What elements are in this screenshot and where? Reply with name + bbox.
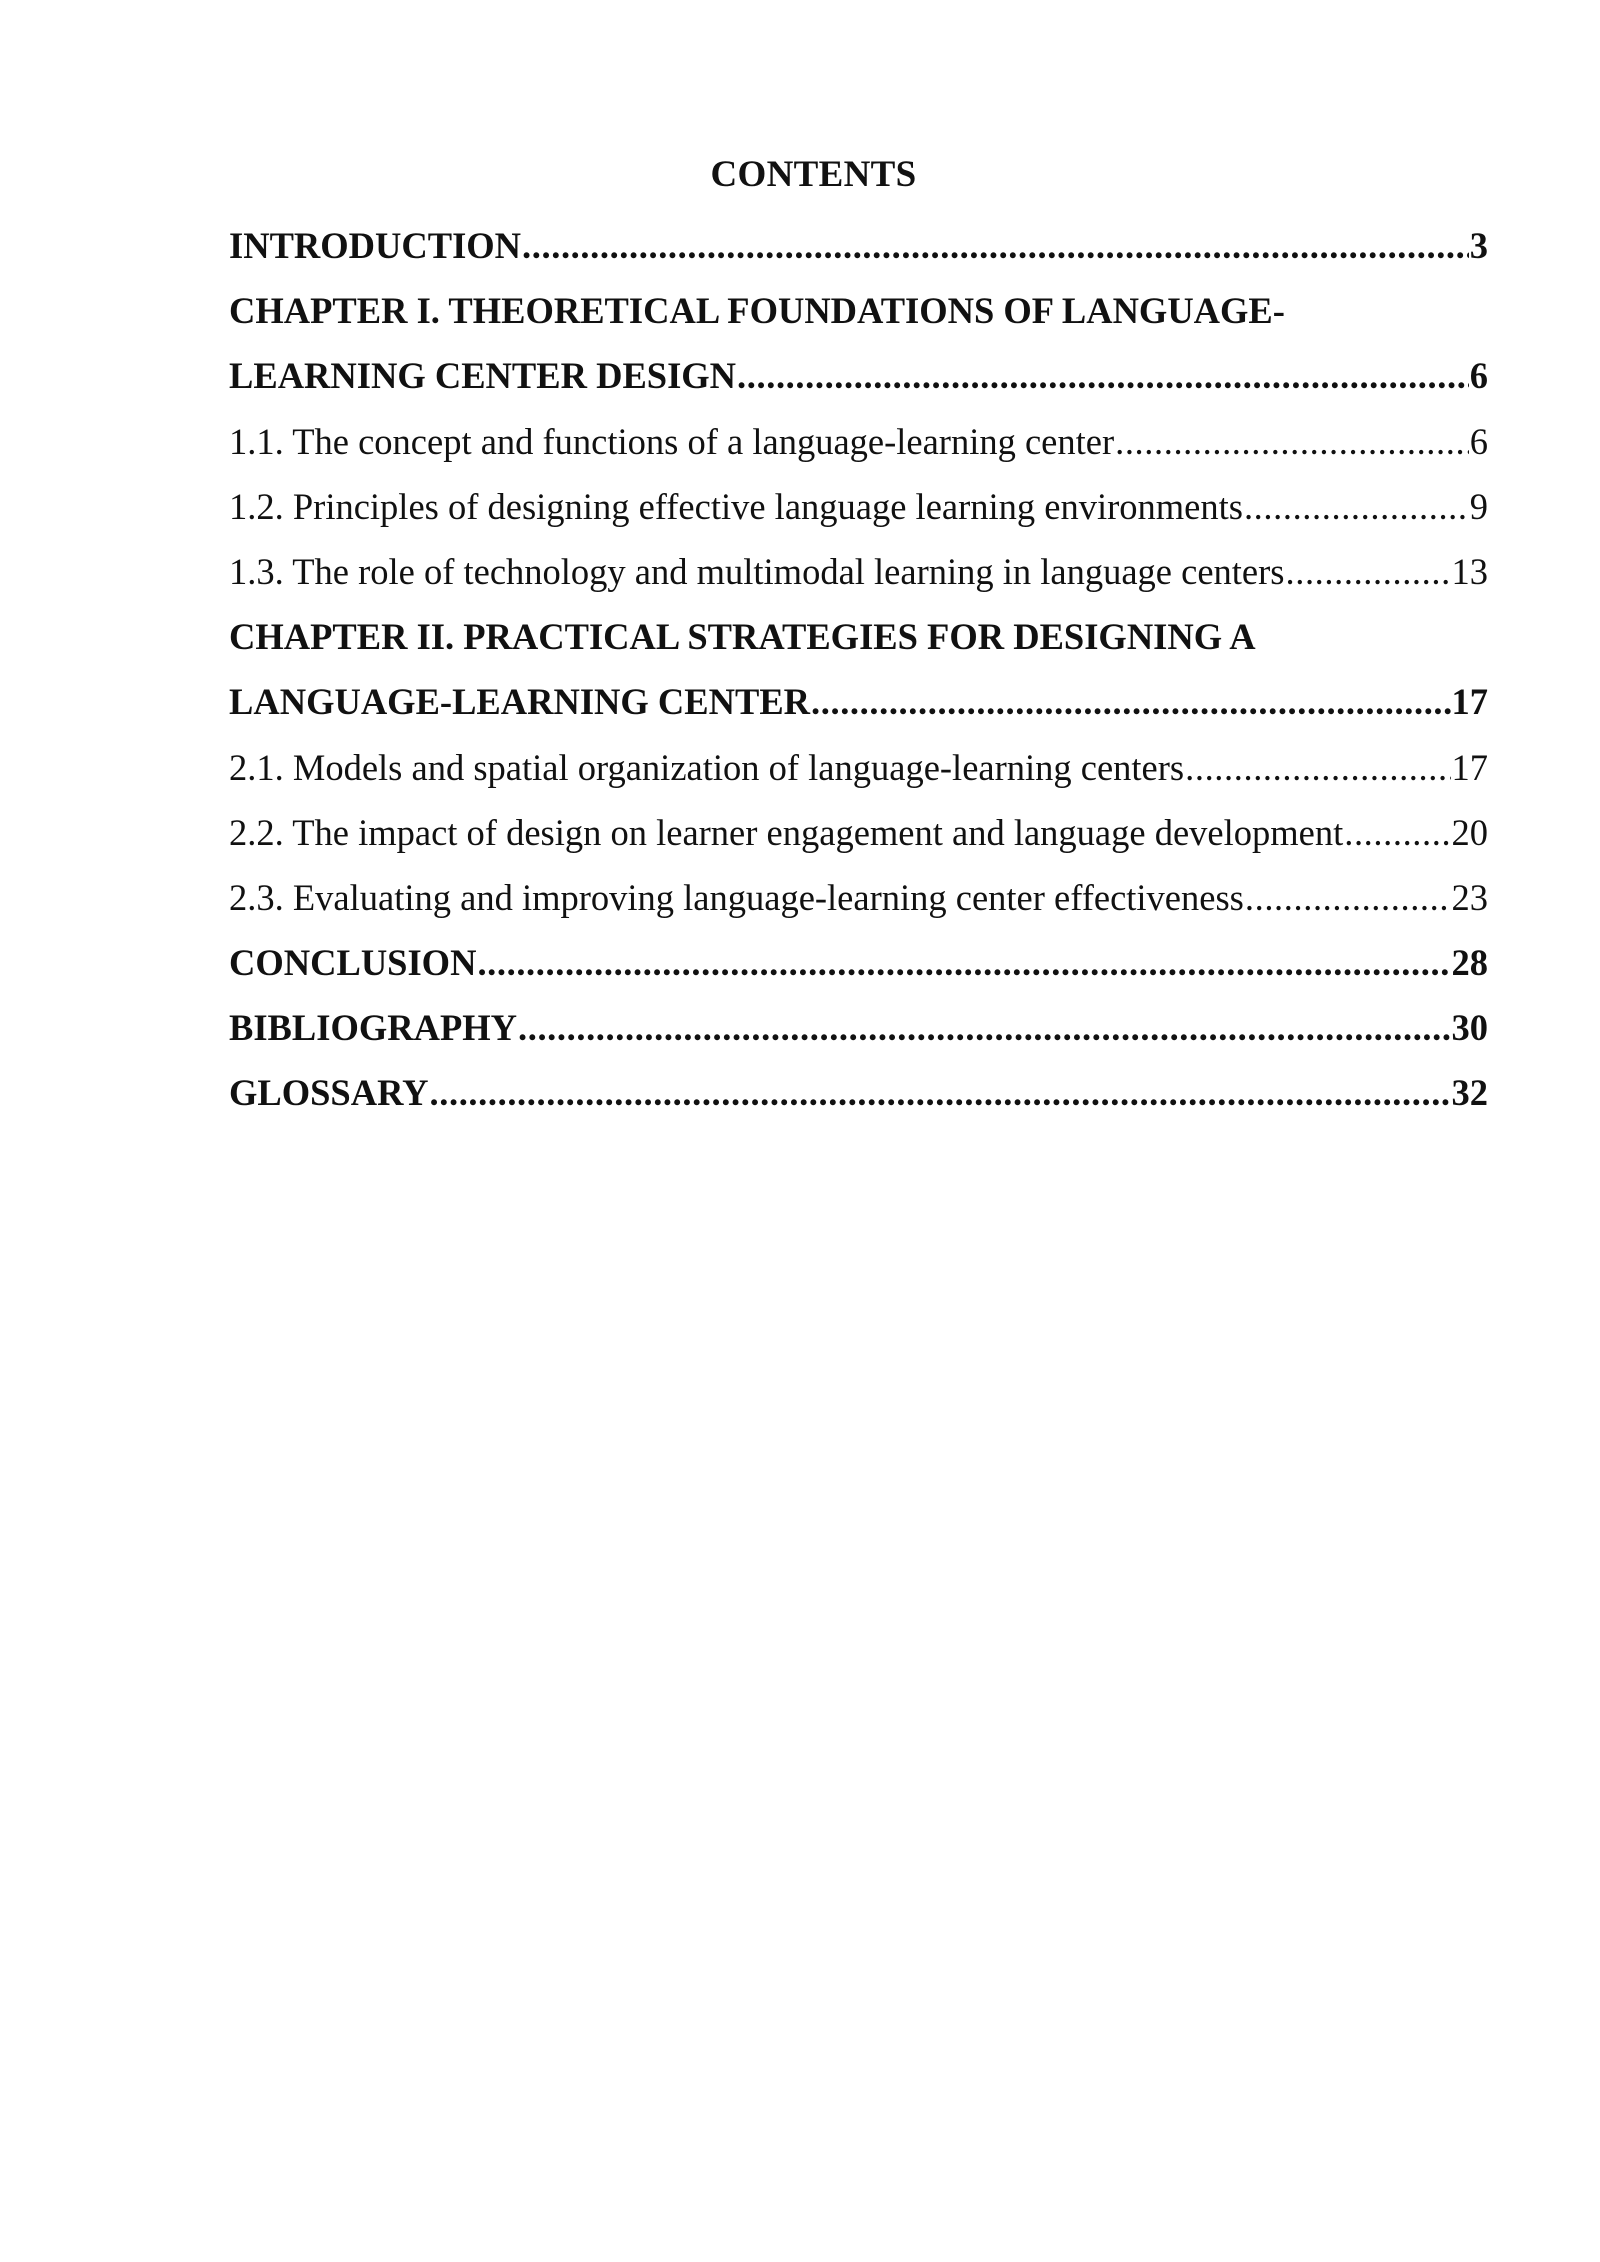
dot-leader	[477, 930, 1450, 995]
toc-entry-1-1[interactable]	[229, 409, 1488, 474]
toc-entry-1-3[interactable]	[229, 539, 1488, 604]
toc-entry-label: GLOSSARY	[229, 1072, 429, 1114]
toc-entry-label: 2.2. The impact of design on learner engagement and language development	[229, 811, 1344, 853]
toc-entry-label: 1.1. The concept and functions of a language-learning center	[229, 420, 1115, 462]
toc-entry-label: 2.1. Models and spatial organization of language-learning centers	[229, 746, 1185, 788]
toc-page-number: 28	[1451, 942, 1488, 984]
toc-entry-label: 1.2. Principles of designing effective language learning environments	[229, 485, 1243, 527]
toc-entry-label: LANGUAGE-LEARNING CENTER	[229, 681, 811, 723]
toc-entry-label: 2.3. Evaluating and improving language-learning center effectiveness	[229, 876, 1244, 918]
toc-entry-2-3[interactable]	[229, 865, 1488, 930]
toc-entry-chapter-2-heading[interactable]	[229, 604, 1488, 669]
table-of-contents	[229, 213, 1488, 1126]
toc-page-number: 17	[1451, 746, 1488, 788]
dot-leader	[1286, 539, 1451, 604]
toc-entry-label: LEARNING CENTER DESIGN	[229, 355, 737, 397]
dot-leader	[1115, 409, 1469, 474]
toc-entry-bibliography[interactable]	[229, 995, 1488, 1060]
toc-entry-label: BIBLIOGRAPHY	[229, 1007, 517, 1049]
toc-entry-chapter-1[interactable]	[229, 343, 1488, 408]
toc-entry-2-2[interactable]	[229, 800, 1488, 865]
toc-entry-chapter-1-heading[interactable]	[229, 278, 1488, 343]
page-title: CONTENTS	[710, 154, 917, 195]
dot-leader	[522, 213, 1469, 278]
dot-leader	[518, 995, 1451, 1060]
toc-entry-glossary[interactable]	[229, 1060, 1488, 1125]
dot-leader	[811, 669, 1450, 734]
dot-leader	[737, 343, 1469, 408]
dot-leader	[1344, 800, 1450, 865]
toc-entry-2-1[interactable]	[229, 735, 1488, 800]
toc-entry-label-line1: CHAPTER I. THEORETICAL FOUNDATIONS OF LANGUAGE-	[229, 290, 1285, 332]
dot-leader	[430, 1060, 1451, 1125]
toc-entry-label: INTRODUCTION	[229, 225, 522, 266]
toc-page-number: 3	[1469, 225, 1488, 266]
toc-page-number: 13	[1451, 550, 1488, 592]
toc-page-number: 30	[1451, 1007, 1488, 1049]
toc-page-number: 6	[1469, 420, 1488, 462]
toc-entry-label-line1: CHAPTER II. PRACTICAL STRATEGIES FOR DESIGNING A	[229, 616, 1256, 658]
dot-leader	[1185, 735, 1450, 800]
dot-leader	[1245, 865, 1451, 930]
toc-page-number: 23	[1451, 876, 1488, 918]
toc-page-number: 17	[1451, 681, 1488, 723]
toc-page-number: 32	[1451, 1072, 1488, 1114]
toc-entry-chapter-2[interactable]	[229, 669, 1488, 734]
dot-leader	[1244, 474, 1469, 539]
toc-entry-conclusion[interactable]	[229, 930, 1488, 995]
toc-entry-introduction[interactable]	[229, 213, 1488, 278]
toc-entry-label: 1.3. The role of technology and multimodal learning in language centers	[229, 550, 1285, 592]
toc-page-number: 9	[1469, 485, 1488, 527]
toc-entry-1-2[interactable]	[229, 474, 1488, 539]
toc-page-number: 6	[1469, 355, 1488, 397]
toc-page-number: 20	[1451, 811, 1488, 853]
toc-entry-label: CONCLUSION	[229, 942, 477, 984]
